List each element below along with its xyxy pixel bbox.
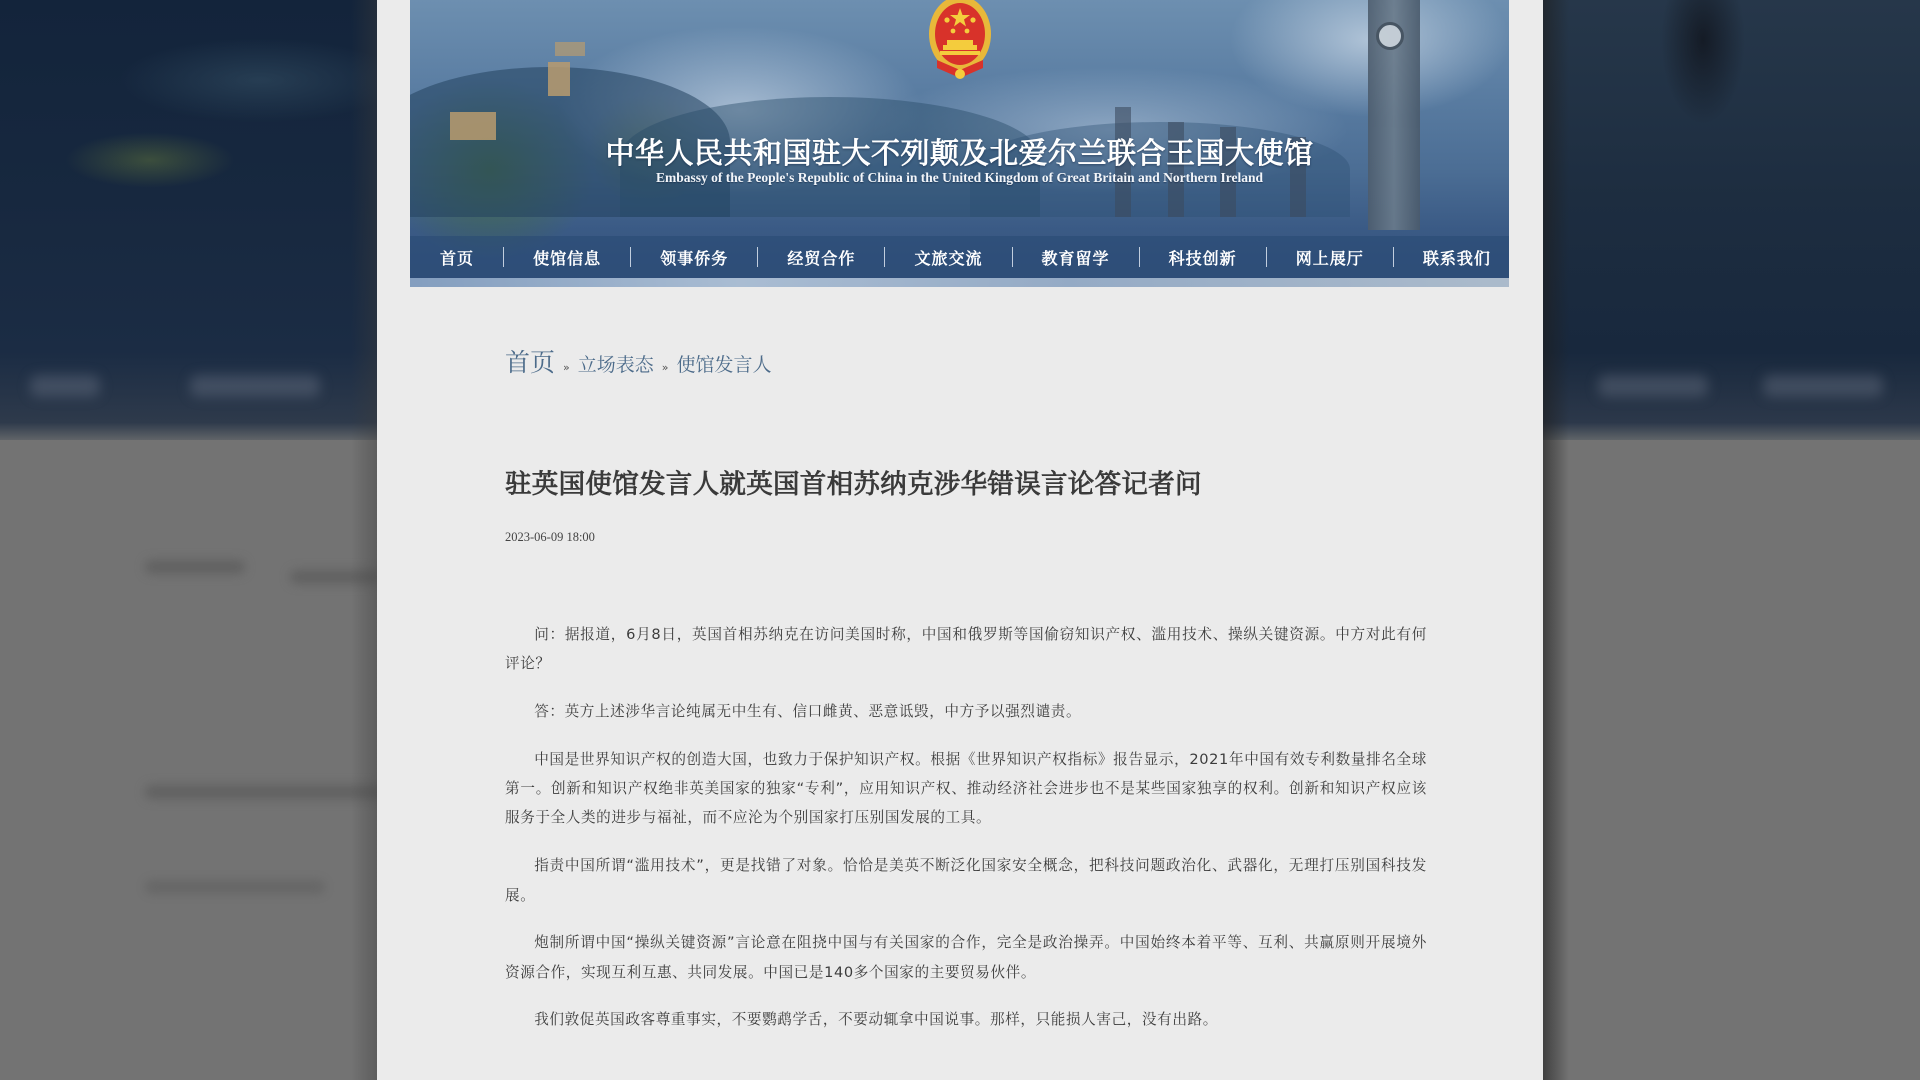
panel-edge-shadow xyxy=(1543,0,1569,1080)
nav-divider xyxy=(630,247,631,267)
blurred-nav-item xyxy=(1598,375,1708,397)
great-wall-tower xyxy=(548,62,570,96)
clock-face xyxy=(1376,22,1404,50)
nav-divider xyxy=(1139,247,1140,267)
nav-item-consular-affairs[interactable]: 领事侨务 xyxy=(660,248,729,268)
breadcrumb-spokesperson[interactable]: 使馆发言人 xyxy=(676,354,772,376)
article-paragraph: 问：据报道，6月8日，英国首相苏纳克在访问美国时称，中国和俄罗斯等国偷窃知识产权、滥用技术、操纵关键资源。中方对此有何评论？ xyxy=(505,626,1427,673)
national-emblem-icon xyxy=(927,0,993,88)
blurred-background-right xyxy=(1543,0,1920,1080)
embassy-web-page xyxy=(377,0,1543,1080)
nav-divider xyxy=(503,247,504,267)
article-body xyxy=(505,620,1427,1053)
breadcrumb xyxy=(505,343,772,379)
embassy-title-en: Embassy of the People's Republic of China in the United Kingdom of Great Britain and Northern Ireland xyxy=(655,170,1264,185)
blurred-background-left xyxy=(0,0,377,1080)
panel-edge-shadow xyxy=(351,0,377,1080)
nav-item-education[interactable]: 教育留学 xyxy=(1041,248,1110,268)
breadcrumb-separator-icon: » xyxy=(563,361,570,374)
article-paragraph: 我们敦促英国政客尊重事实，不要鹦鹉学舌，不要动辄拿中国说事。那样，只能损人害己，没有出路。 xyxy=(534,1011,1218,1029)
blurred-text-line xyxy=(145,560,245,574)
embassy-title-cn: 中华人民共和国驻大不列颠及北爱尔兰联合王国大使馆 xyxy=(605,136,1314,170)
main-nav xyxy=(410,236,1509,278)
nav-item-home[interactable]: 首页 xyxy=(440,248,475,268)
blurred-header-band xyxy=(1543,0,1920,440)
blurred-text-line xyxy=(145,880,325,894)
article-paragraph: 中国是世界知识产权的创造大国，也致力于保护知识产权。根据《世界知识产权指标》报告显示，2021年中国有效专利数量排名全球第一。创新和知识产权绝非英美国家的独家“专利”，应用知识产权、推动经济社会进步也不是某些国家独享的权利。创新和知识产权应该服务于全人类的进步与福祉，而不应沦为个别国家打压别国发展的工具。 xyxy=(505,750,1427,827)
blurred-header-band xyxy=(0,0,377,440)
nav-item-culture-tourism[interactable]: 文旅交流 xyxy=(914,248,983,268)
nav-item-science-tech[interactable]: 科技创新 xyxy=(1168,248,1237,268)
big-ben-tower xyxy=(1368,0,1420,230)
blurred-nav-item xyxy=(190,375,320,397)
site-banner xyxy=(410,0,1509,287)
nav-item-contact-us[interactable]: 联系我们 xyxy=(1422,248,1491,268)
blurred-nav-item xyxy=(1763,375,1883,397)
article-paragraph: 指责中国所谓“滥用技术”，更是找错了对象。恰恰是美英不断泛化国家安全概念，把科技问题政治化、武器化，无理打压别国科技发展。 xyxy=(505,857,1427,904)
nav-bottom-strip xyxy=(410,278,1509,287)
nav-item-online-exhibition[interactable]: 网上展厅 xyxy=(1295,248,1364,268)
nav-divider xyxy=(757,247,758,267)
nav-divider xyxy=(1393,247,1394,267)
great-wall-tower xyxy=(555,42,585,56)
article-paragraph: 炮制所谓中国“操纵关键资源”言论意在阻挠中国与有关国家的合作，完全是政治操弄。中国始终本着平等、互利、共赢原则开展境外资源合作，实现互利互惠、共同发展。中国已是140多个国家的主要贸易伙伴。 xyxy=(505,934,1427,981)
breadcrumb-home[interactable]: 首页 xyxy=(505,348,556,377)
nav-divider xyxy=(884,247,885,267)
article-title: 驻英国使馆发言人就英国首相苏纳克涉华错误言论答记者问 xyxy=(505,469,1202,500)
article-paragraph: 答：英方上述涉华言论纯属无中生有、信口雌黄、恶意诋毁，中方予以强烈谴责。 xyxy=(534,703,1082,721)
article-date: 2023-06-09 18:00 xyxy=(505,530,595,544)
breadcrumb-position-statements[interactable]: 立场表态 xyxy=(577,354,654,376)
nav-divider xyxy=(1266,247,1267,267)
nav-item-embassy-info[interactable]: 使馆信息 xyxy=(533,248,602,268)
blurred-text-line xyxy=(145,785,377,799)
nav-item-economy-trade[interactable]: 经贸合作 xyxy=(787,248,856,268)
nav-divider xyxy=(1012,247,1013,267)
breadcrumb-separator-icon: » xyxy=(661,361,669,374)
blurred-nav-item xyxy=(30,375,100,397)
